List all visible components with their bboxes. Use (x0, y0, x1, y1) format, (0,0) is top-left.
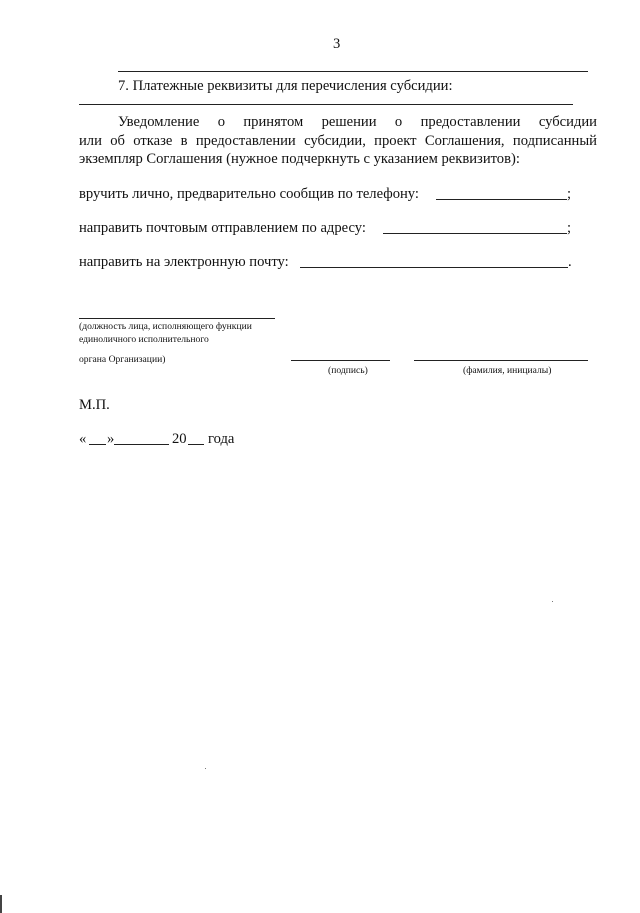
name-caption: (фамилия, инициалы) (463, 365, 552, 376)
signature-caption: (подпись) (328, 365, 368, 376)
phone-fill-line (436, 199, 567, 200)
page-edge-mark (0, 895, 2, 913)
year-prefix: 20 (172, 431, 187, 447)
delivery-mail-label: направить почтовым отправлением по адресу: (79, 220, 366, 236)
address-fill-line (383, 233, 567, 234)
scan-speck (205, 768, 206, 769)
stamp-placeholder: М.П. (79, 397, 110, 413)
year-suffix: года (208, 431, 235, 447)
page-number: 3 (333, 36, 341, 52)
notice-line-1: Уведомление о принятом решении о предоставлении субсидии (118, 114, 597, 130)
notice-line-3: экземпляр Соглашения (нужное подчеркнуть с указанием реквизитов): (79, 151, 520, 167)
scan-speck (552, 601, 553, 602)
email-fill-line (300, 267, 568, 268)
name-fill-line (414, 360, 588, 361)
top-rule (118, 71, 588, 72)
position-fill-line (79, 318, 275, 319)
delivery-in-person-label: вручить лично, предварительно сообщив по телефону: (79, 186, 419, 202)
date-close-quote: » (107, 431, 115, 447)
year-fill-line (188, 444, 204, 445)
delivery-in-person-end: ; (567, 186, 572, 202)
position-caption-line-1: (должность лица, исполняющего функции (79, 321, 252, 332)
delivery-email-label: направить на электронную почту: (79, 254, 289, 270)
heading-underline (79, 104, 573, 105)
delivery-mail-end: ; (567, 220, 572, 236)
position-caption-line-2: единоличного исполнительного (79, 334, 209, 345)
day-fill-line (89, 444, 106, 445)
section-heading: 7. Платежные реквизиты для перечисления субсидии: (118, 78, 453, 94)
date-open-quote: « (79, 431, 87, 447)
delivery-email-end: . (568, 254, 572, 270)
signature-fill-line (291, 360, 390, 361)
notice-line-2: или об отказе в предоставлении субсидии, проект Соглашения, подписанный (79, 133, 597, 149)
month-fill-line (114, 444, 169, 445)
position-caption-line-3: органа Организации) (79, 354, 166, 365)
